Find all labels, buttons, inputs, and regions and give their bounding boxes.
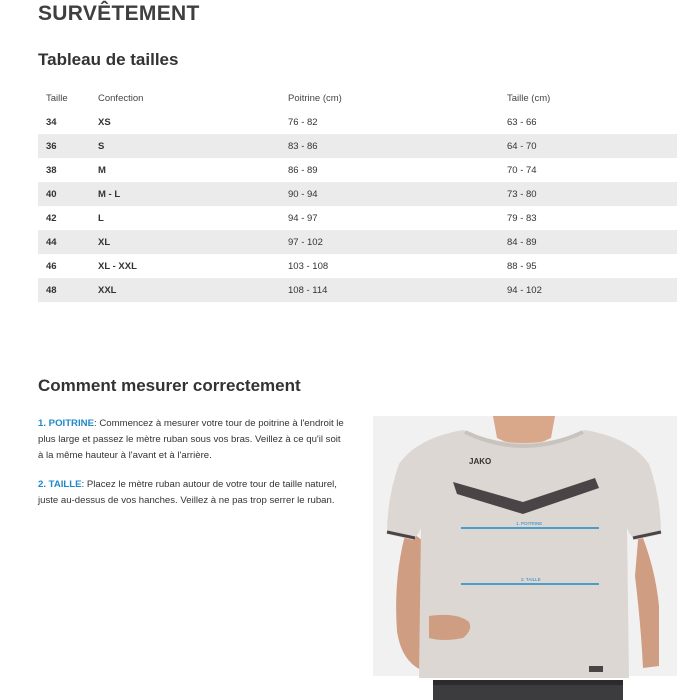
waist-keyword: 2. TAILLE: [38, 479, 82, 490]
cell-fit: S: [98, 140, 105, 152]
size-table-title: Tableau de tailles: [38, 50, 179, 69]
cell-fit: L: [98, 212, 104, 224]
waist-instruction-text: : Placez le mètre ruban autour de votre tour de taille naturel, juste au-dessus de vos hanches. Veillez à ne pas trop serrer le ruban.: [38, 479, 337, 506]
size-table: [38, 86, 677, 302]
table-row: [38, 278, 677, 302]
cell-chest: 83 - 86: [288, 140, 318, 152]
cell-waist: 84 - 89: [507, 236, 537, 248]
table-row: [38, 206, 677, 230]
cell-fit: XS: [98, 116, 111, 128]
cell-size: 34: [46, 116, 57, 128]
chest-instruction: [38, 416, 348, 464]
cell-fit: XXL: [98, 284, 117, 296]
cell-fit: M - L: [98, 188, 121, 200]
waist-instruction: [38, 477, 348, 509]
cell-size: 48: [46, 284, 57, 296]
cell-chest: 86 - 89: [288, 164, 318, 176]
chest-measure-label: 1. POITRINE: [516, 521, 543, 526]
cell-chest: 90 - 94: [288, 188, 318, 200]
waist-measure-label: 2. TAILLE: [521, 577, 541, 582]
neck-shape: [493, 416, 555, 445]
page-title: SURVÊTEMENT: [38, 2, 200, 25]
brand-logo: JAKO: [469, 457, 492, 466]
table-row: [38, 134, 677, 158]
chest-instruction-text: : Commencez à mesurer votre tour de poitrine à l'endroit le plus large et passez le mètre ruban sous vos bras. Veillez à ce qu'il soit à la même hauteur à l'avant et à l'arrière.: [38, 418, 344, 461]
cell-waist: 94 - 102: [507, 284, 542, 296]
cell-chest: 94 - 97: [288, 212, 318, 224]
cell-chest: 76 - 82: [288, 116, 318, 128]
cell-fit: XL: [98, 236, 111, 248]
waistband-shape: [433, 680, 623, 685]
cell-size: 46: [46, 260, 57, 272]
shirt-shape: [387, 430, 661, 678]
chest-keyword: 1. POITRINE: [38, 418, 94, 429]
header-chest: Poitrine (cm): [288, 92, 342, 104]
cell-chest: 103 - 108: [288, 260, 329, 272]
measure-section-title: Comment mesurer correctement: [38, 376, 301, 395]
trousers-shape: [433, 684, 623, 700]
size-table-header-row: [38, 86, 677, 110]
cell-size: 36: [46, 140, 57, 152]
cell-fit: M: [98, 164, 106, 176]
measurement-figure: [373, 416, 677, 700]
cell-waist: 88 - 95: [507, 260, 537, 272]
cell-fit: XL - XXL: [98, 260, 137, 272]
cell-waist: 64 - 70: [507, 140, 537, 152]
model-illustration: [373, 416, 677, 700]
cell-waist: 79 - 83: [507, 212, 537, 224]
right-arm-shape: [635, 528, 659, 668]
table-row: [38, 158, 677, 182]
table-row: [38, 110, 677, 134]
measure-instructions: [38, 416, 348, 522]
hem-tag: [589, 666, 603, 672]
cell-waist: 63 - 66: [507, 116, 537, 128]
cell-chest: 108 - 114: [288, 284, 328, 296]
cell-waist: 73 - 80: [507, 188, 537, 200]
header-waist: Taille (cm): [507, 92, 551, 104]
cell-size: 44: [46, 236, 57, 248]
cell-waist: 70 - 74: [507, 164, 537, 176]
table-row: [38, 230, 677, 254]
cell-size: 42: [46, 212, 57, 224]
cell-chest: 97 - 102: [288, 236, 323, 248]
table-row: [38, 182, 677, 206]
header-size: Taille: [46, 92, 68, 104]
cell-size: 38: [46, 164, 57, 176]
cell-size: 40: [46, 188, 57, 200]
header-fit: Confection: [98, 92, 144, 104]
table-row: [38, 254, 677, 278]
